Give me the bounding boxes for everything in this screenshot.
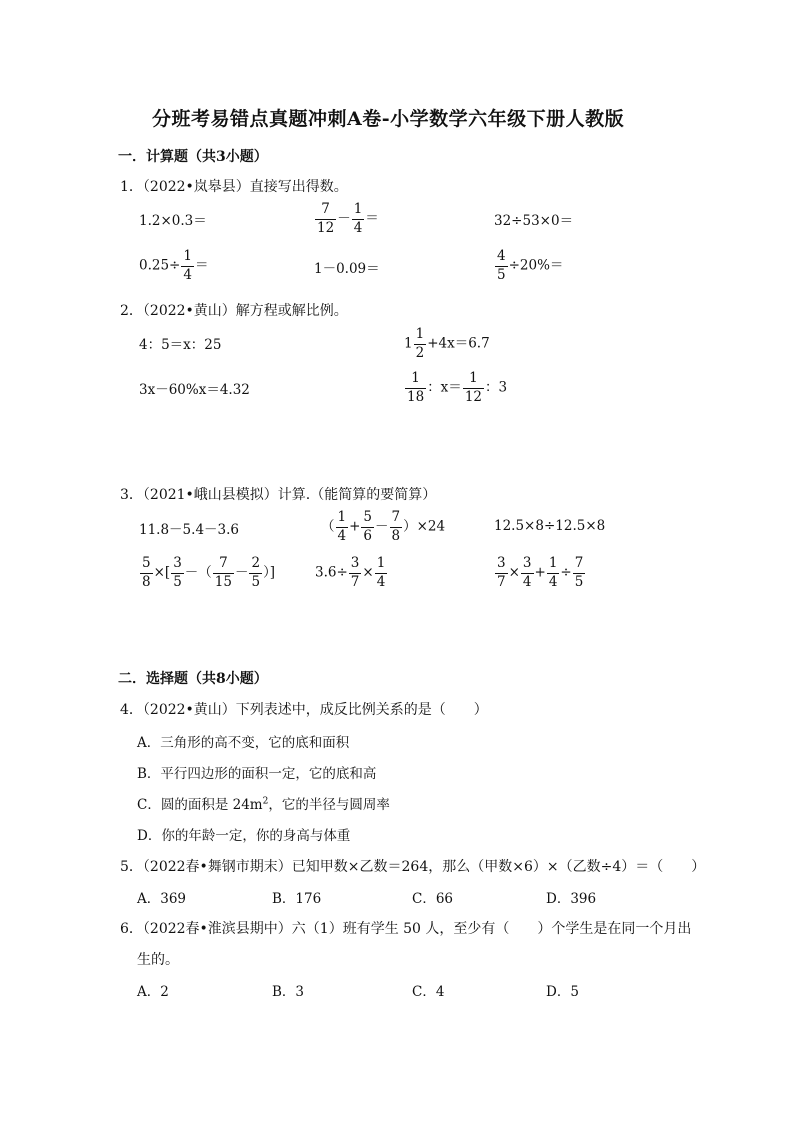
q3-item-f: $\frac{3}{7}$ × $\frac{3}{4}$ + $\frac{1}{4}$ ÷ $\frac{7}{5}$ bbox=[497, 555, 584, 590]
q6-option-a: A．2 bbox=[137, 984, 169, 1000]
fraction: $\frac{7}{5}$ bbox=[574, 555, 584, 590]
q1-item-d: 0.25÷ $\frac{1}{4}$ ＝ bbox=[139, 248, 209, 283]
q3-item-e: 3.6÷ $\frac{3}{7}$ × $\frac{1}{4}$ bbox=[315, 555, 386, 590]
q3-item-b: （ $\frac{1}{4}$ + $\frac{5}{6}$ － $\frac{7}{8}$ ）×24 bbox=[321, 509, 446, 544]
fraction: $\frac{1}{4}$ bbox=[183, 248, 192, 283]
q1-item-e: 1－0.09＝ bbox=[314, 261, 380, 277]
q6-option-b: B．3 bbox=[272, 984, 305, 1000]
fraction: $\frac{3}{7}$ bbox=[497, 555, 506, 590]
fraction: $\frac{5}{6}$ bbox=[363, 509, 372, 544]
q4-option-b: B．平行四边形的面积一定，它的底和高 bbox=[137, 766, 377, 782]
fraction: $\frac{3}{5}$ bbox=[173, 555, 182, 590]
fraction: $\frac{1}{4}$ bbox=[353, 201, 363, 236]
fraction: $\frac{5}{8}$ bbox=[142, 555, 151, 590]
fraction: $\frac{7}{8}$ bbox=[391, 509, 401, 544]
fraction: $\frac{1}{18}$ bbox=[407, 370, 425, 405]
fraction: $\frac{7}{15}$ bbox=[214, 555, 232, 590]
question-3-stem: 3．（2021•峨山县模拟）计算.（能简算的要简算） bbox=[120, 487, 437, 503]
question-2-stem: 2．（2022•黄山）解方程或解比例。 bbox=[120, 303, 348, 319]
question-6-stem-line1: 6．（2022春•淮滨县期中）六（1）班有学生 50 人，至少有（ ）个学生是在同一个月出 bbox=[120, 921, 692, 937]
fraction: $\frac{2}{5}$ bbox=[251, 555, 261, 590]
q1-item-a: 1.2×0.3＝ bbox=[139, 213, 207, 229]
q2-item-a: 4：5＝x：25 bbox=[139, 337, 222, 353]
q3-item-d: $\frac{5}{8}$ ×[ $\frac{3}{5}$ －（ $\frac{7}{15}$ － $\frac{2}{5}$ ）] bbox=[142, 555, 276, 590]
question-1-stem: 1．（2022•岚皋县）直接写出得数。 bbox=[120, 179, 348, 195]
q4-option-a: A．三角形的高不变，它的底和面积 bbox=[137, 735, 350, 751]
question-5-stem: 5．（2022春•舞钢市期末）已知甲数×乙数＝264，那么（甲数×6）×（乙数÷4）＝（ ） bbox=[120, 859, 706, 875]
q5-option-d: D．396 bbox=[546, 891, 597, 907]
question-6-stem-line2: 生的。 bbox=[137, 952, 179, 968]
q4-option-c: C．圆的面积是 $24m^2$，它的半径与圆周率 bbox=[137, 796, 390, 813]
fraction: $\frac{7}{12}$ bbox=[317, 201, 335, 236]
fraction: $\frac{1}{4}$ bbox=[337, 509, 347, 544]
fraction: $\frac{3}{4}$ bbox=[522, 555, 532, 590]
fraction: $\frac{1}{12}$ bbox=[464, 370, 482, 405]
q3-item-a: 11.8－5.4－3.6 bbox=[139, 522, 239, 538]
q5-option-c: C．66 bbox=[412, 891, 454, 907]
q5-option-b: B．176 bbox=[272, 891, 322, 907]
fraction: $\frac{1}{4}$ bbox=[376, 555, 386, 590]
q1-item-c: 32÷53×0＝ bbox=[494, 213, 574, 229]
question-4-stem: 4．（2022•黄山）下列表述中，成反比例关系的是（ ） bbox=[120, 702, 488, 718]
fraction: $\frac{4}{5}$ bbox=[497, 248, 506, 283]
section-heading-multiple-choice: 二．选择题（共8小题） bbox=[118, 671, 268, 687]
q2-item-b: 1 $\frac{1}{2}$ +4x＝6.7 bbox=[404, 326, 490, 361]
fraction: $\frac{1}{4}$ bbox=[548, 555, 558, 590]
q6-option-d: D．5 bbox=[546, 984, 579, 1000]
fraction: $\frac{1}{2}$ bbox=[415, 326, 425, 361]
fraction: $\frac{3}{7}$ bbox=[350, 555, 360, 590]
q5-option-a: A．369 bbox=[137, 891, 187, 907]
q2-item-d: $\frac{1}{18}$ ：x＝ $\frac{1}{12}$ ：3 bbox=[407, 370, 508, 405]
q4-option-d: D．你的年龄一定，你的身高与体重 bbox=[137, 828, 351, 844]
q2-item-c: 3x－60%x＝4.32 bbox=[139, 382, 250, 398]
page-title: 分班考易错点真题冲刺A卷-小学数学六年级下册人教版 bbox=[152, 108, 625, 130]
q3-item-c: 12.5×8÷12.5×8 bbox=[494, 518, 606, 534]
q6-option-c: C．4 bbox=[412, 984, 445, 1000]
q1-item-f: $\frac{4}{5}$ ÷20%＝ bbox=[497, 248, 564, 283]
section-heading-calculation: 一．计算题（共3小题） bbox=[118, 149, 268, 165]
q1-item-b: $\frac{7}{12}$ － $\frac{1}{4}$ ＝ bbox=[317, 201, 379, 236]
